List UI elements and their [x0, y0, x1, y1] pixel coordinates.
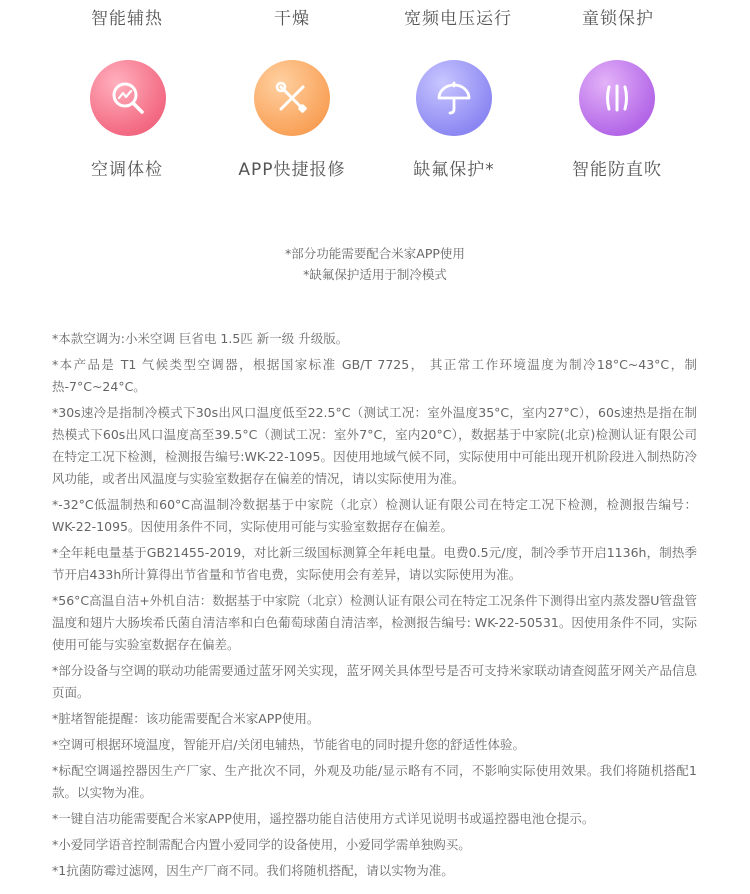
umbrella-icon: [416, 60, 492, 136]
disclaimer-item: *脏堵智能提醒：该功能需要配合米家APP使用。: [52, 711, 320, 726]
feature-icon-row: [0, 60, 750, 140]
feature-notes: [0, 243, 750, 285]
disclaimer-item: *一键自洁功能需要配合米家APP使用，遥控器功能自洁使用方式详见说明书或遥控器电池仓提示。: [52, 811, 595, 826]
note-line: *部分功能需要配合米家APP使用: [285, 246, 465, 261]
disclaimer-item: *空调可根据环境温度，智能开启/关闭电辅热，节能省电的同时提升您的舒适性体验。: [52, 737, 525, 752]
feature-label: 空调体检: [91, 160, 163, 180]
top-feature-label: 童锁保护: [582, 9, 654, 29]
top-feature-label: 智能辅热: [91, 9, 163, 29]
disclaimer-item: *30s速冷是指制冷模式下30s出风口温度低至22.5°C（测试工况：室外温度35°C，室内27°C），60s速热是指在制热模式下60s出风口温度高至39.5°C（测试工况：室外7°C，室内20°C），数据基于中家院(北京)检测认证有限公司在特定工况下检测，检测报告编号:WK-22-1095。因使用地域气候不同，实际使用中可能出现开机阶段进入制热防冷风功能，或者出风温度与实验室数据存在偏差的情况，请以实际使用为准。: [52, 405, 697, 486]
disclaimer-item: *本产品是 T1 气候类型空调器，根据国家标准 GB/T 7725， 其正常工作环境温度为制冷18°C~43°C，制热-7°C~24°C。: [52, 357, 697, 394]
wrench-screwdriver-icon: [254, 60, 330, 136]
feature-label: 缺氟保护*: [413, 160, 495, 180]
feature-label: 智能防直吹: [572, 160, 662, 180]
disclaimer-item: *小爱同学语音控制需配合内置小爱同学的设备使用，小爱同学需单独购买。: [52, 837, 471, 852]
disclaimer-item: *56°C高温自洁+外机自洁：数据基于中家院（北京）检测认证有限公司在特定工况条件下测得出室内蒸发器U管盘管温度和翅片大肠埃希氏菌自清洁率和白色葡萄球菌自清洁率，检测报告编号: WK-22-50531。因使用条件不同，实际使用可能与实验室数据存在偏差。: [52, 593, 697, 652]
disclaimer-item: *本款空调为:小米空调 巨省电 1.5匹 新一级 升级版。: [52, 331, 349, 346]
disclaimer-item: *部分设备与空调的联动功能需要通过蓝牙网关实现，蓝牙网关具体型号是否可支持米家联动请查阅蓝牙网关产品信息页面。: [52, 663, 697, 700]
magnifier-chart-icon: [90, 60, 166, 136]
vertical-lines-icon: [579, 60, 655, 136]
feature-label-row: [0, 155, 750, 185]
feature-label: APP快捷报修: [238, 160, 346, 180]
top-feature-label: 宽频电压运行: [404, 9, 512, 29]
top-feature-row: [0, 0, 750, 40]
disclaimer-item: *标配空调遥控器因生产厂家、生产批次不同，外观及功能/显示略有不同，不影响实际使用效果。我们将随机搭配1款。以实物为准。: [52, 763, 697, 800]
disclaimer-item: *-32°C低温制热和60°C高温制冷数据基于中家院（北京）检测认证有限公司在特定工况下检测，检测报告编号：WK-22-1095。因使用条件不同，实际使用可能与实验室数据存在偏差。: [52, 497, 697, 534]
top-feature-label: 干燥: [274, 9, 310, 29]
disclaimer-block: [52, 328, 697, 886]
disclaimer-item: *1抗菌防霉过滤网，因生产厂商不同。我们将随机搭配，请以实物为准。: [52, 863, 454, 878]
disclaimer-item: *全年耗电量基于GB21455-2019，对比新三级国标测算全年耗电量。电费0.5元/度，制冷季节开启1136h，制热季节开启433h所计算得出节省量和节省电费，实际使用会有差异，请以实际使用为准。: [52, 545, 697, 582]
note-line: *缺氟保护适用于制冷模式: [303, 267, 447, 282]
